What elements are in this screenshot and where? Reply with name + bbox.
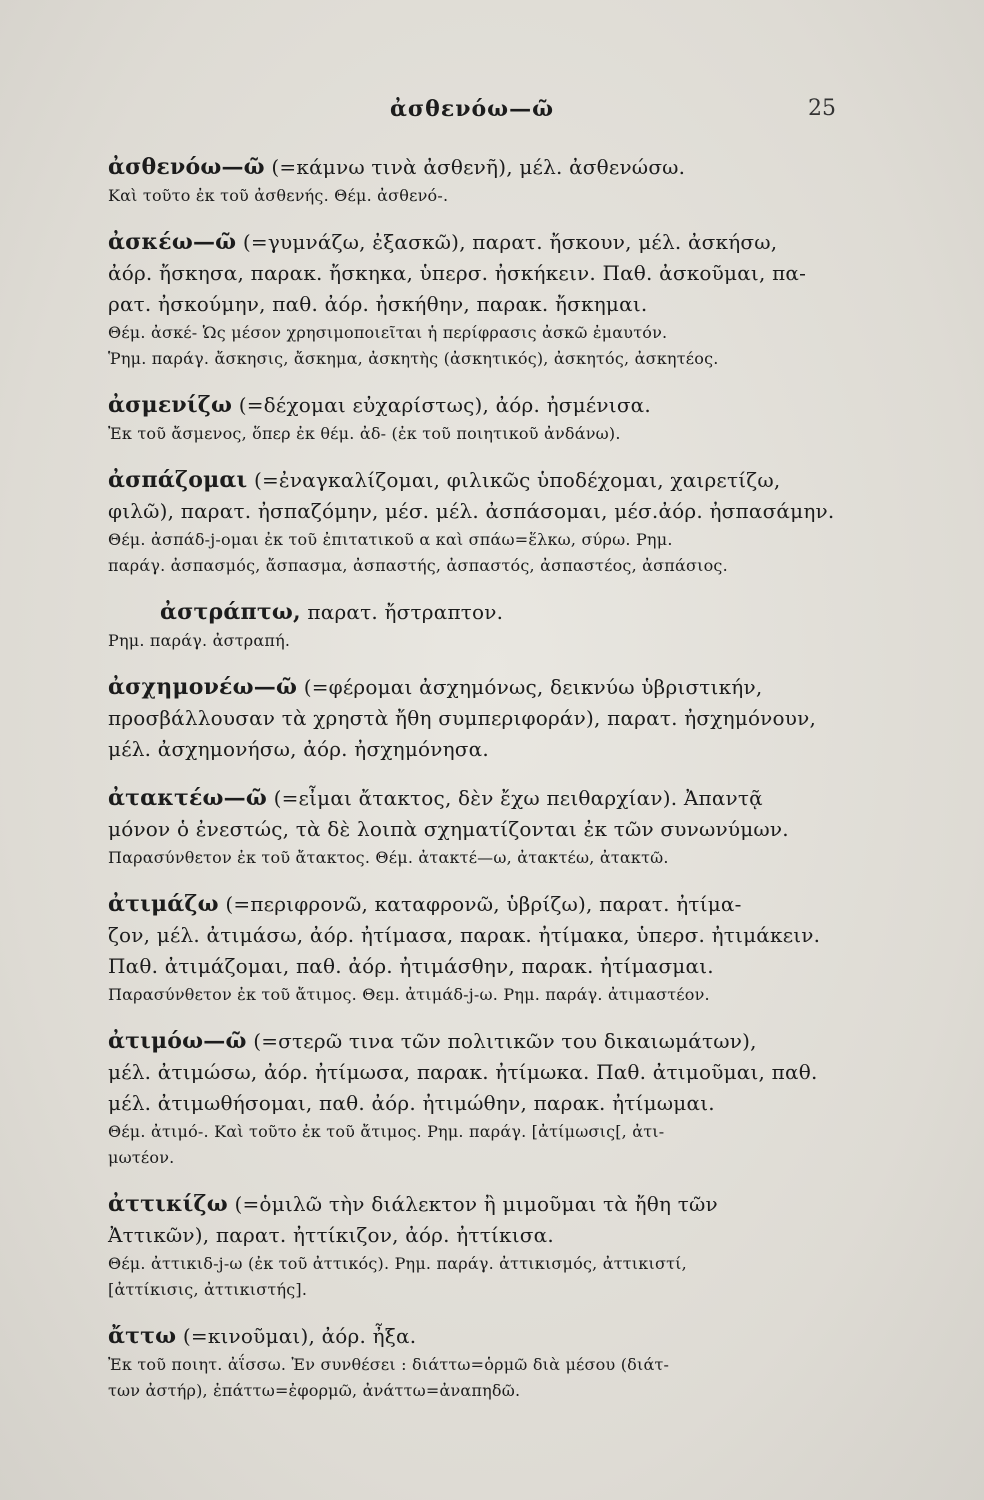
definition-line: ἀόρ. ἤσκησα, παρακ. ἤσκηκα, ὑπερσ. ἠσκήκειν. Παθ. ἀσκοῦμαι, πα-	[108, 261, 807, 285]
etymology-line: [ἀττίκισις, ἀττικιστής].	[108, 1280, 308, 1299]
definition-line: μέλ. ἀτιμώσω, ἀόρ. ἠτίμωσα, παρακ. ἠτίμωκα. Παθ. ἀτιμοῦμαι, παθ.	[108, 1060, 818, 1084]
definition-line: (=κάμνω τινὰ ἀσθενῆ), μέλ. ἀσθενώσω.	[271, 155, 686, 179]
definition-line: φιλῶ), παρατ. ἠσπαζόμην, μέσ. μέλ. ἀσπάσομαι, μέσ.ἀόρ. ἠσπασάμην.	[108, 499, 835, 523]
definition-line: (=περιφρονῶ, καταφρονῶ, ὑβρίζω), παρατ. ἠτίμα-	[225, 892, 742, 916]
etymology-line: Θέμ. ἀτιμό-. Καὶ τοῦτο ἐκ τοῦ ἄτιμος. Ρημ. παράγ. [ἀτίμωσις[, ἀτι-	[108, 1122, 665, 1141]
etymology-line: Θέμ. ἀττικιδ-j-ω (ἐκ τοῦ ἀττικός). Ρημ. παράγ. ἀττικισμός, ἀττικιστί,	[108, 1254, 687, 1273]
headword: ἀσμενίζω	[108, 392, 233, 418]
headword: ἀτιμάζω	[108, 891, 219, 917]
headword: ἀστράπτω,	[160, 599, 301, 625]
entry-aspazomai	[108, 465, 868, 579]
definition-line: Παθ. ἀτιμάζομαι, παθ. ἀόρ. ἠτιμάσθην, παρακ. ἠτίμασμαι.	[108, 954, 714, 978]
entry-atimoo	[108, 1026, 868, 1171]
page-header	[0, 96, 984, 136]
entry-aschemoneo	[108, 672, 868, 765]
etymology-line: Παρασύνθετον ἐκ τοῦ ἄτακτος. Θέμ. ἀτακτέ—ω, ἀτακτέω, ἀτακτῶ.	[108, 848, 669, 867]
definition-line: (=φέρομαι ἀσχημόνως, δεικνύω ὑβριστικήν,	[303, 675, 763, 699]
headword: ἀττικίζω	[108, 1191, 228, 1217]
definition-line: μόνον ὁ ἐνεστώς, τὰ δὲ λοιπὰ σχηματίζονται ἐκ τῶν συνωνύμων.	[108, 817, 789, 841]
definition-line: (=γυμνάζω, ἐξασκῶ), παρατ. ἤσκουν, μέλ. ἀσκήσω,	[242, 230, 778, 254]
entry-asthenoo	[108, 152, 868, 209]
etymology-line: Θέμ. ἀσπάδ-j-ομαι ἐκ τοῦ ἐπιτατικοῦ α καὶ σπάω=ἕλκω, σύρω. Ρημ.	[108, 530, 673, 549]
page-number: 25	[808, 96, 836, 121]
headword: ἀτιμόω—ῶ	[108, 1028, 247, 1054]
definition-line: μέλ. ἀτιμωθήσομαι, παθ. ἀόρ. ἠτιμώθην, παρακ. ἠτίμωμαι.	[108, 1091, 715, 1115]
etymology-line: των ἀστήρ), ἐπάττω=ἐφορμῶ, ἀνάττω=ἀναπηδῶ.	[108, 1381, 521, 1400]
definition-line: (=εἶμαι ἄτακτος, δὲν ἔχω πειθαρχίαν). Ἀπαντᾷ	[273, 786, 763, 810]
headword: ἀσπάζομαι	[108, 467, 248, 493]
headword: ἀτακτέω—ῶ	[108, 785, 268, 811]
etymology-line: παράγ. ἀσπασμός, ἄσπασμα, ἀσπαστής, ἀσπαστός, ἀσπαστέος, ἀσπάσιος.	[108, 556, 728, 575]
definition-line: (=ἐναγκαλίζομαι, φιλικῶς ὑποδέχομαι, χαιρετίζω,	[253, 468, 781, 492]
etymology-line: Παρασύνθετον ἐκ τοῦ ἄτιμος. Θεμ. ἀτιμάδ-j-ω. Ρημ. παράγ. ἀτιμαστέον.	[108, 985, 710, 1004]
etymology-line: Ρημ. παράγ. ἀστραπή.	[108, 631, 291, 650]
definition-line: ρατ. ἠσκούμην, παθ. ἀόρ. ἠσκήθην, παρακ. ἤσκημαι.	[108, 292, 648, 316]
headword: ἀσθενόω—ῶ	[108, 154, 265, 180]
definition-line: προσβάλλουσαν τὰ χρηστὰ ἤθη συμπεριφοράν), παρατ. ἠσχημόνουν,	[108, 706, 817, 730]
entry-atakteo	[108, 783, 868, 871]
entry-atimazo	[108, 889, 868, 1008]
etymology-line: Ἐκ τοῦ ποιητ. ἀΐσσω. Ἐν συνθέσει : διάττω=ὁρμῶ διὰ μέσου (διάτ-	[108, 1355, 670, 1374]
definition-line: ζον, μέλ. ἀτιμάσω, ἀόρ. ἠτίμασα, παρακ. ἠτίμακα, ὑπερσ. ἠτιμάκειν.	[108, 923, 821, 947]
headword: ἀσχημονέω—ῶ	[108, 674, 298, 700]
dictionary-entries	[108, 152, 868, 1422]
entry-askeo	[108, 227, 868, 372]
etymology-line: Ἐκ τοῦ ἄσμενος, ὅπερ ἐκ θέμ. ἀδ- (ἐκ τοῦ ποιητικοῦ ἀνδάνω).	[108, 424, 621, 443]
entry-astrapto	[108, 597, 868, 654]
entry-attikizo	[108, 1189, 868, 1303]
headword: ἀσκέω—ῶ	[108, 229, 237, 255]
etymology-line: Καὶ τοῦτο ἐκ τοῦ ἀσθενής. Θέμ. ἀσθενό-.	[108, 186, 449, 205]
definition-line: (=δέχομαι εὐχαρίστως), ἀόρ. ἠσμένισα.	[238, 393, 651, 417]
running-head: ἀσθενόω—ῶ	[390, 96, 555, 122]
etymology-line: Ῥημ. παράγ. ἄσκησις, ἄσκημα, ἀσκητὴς (ἀσκητικός), ἀσκητός, ἀσκητέος.	[108, 349, 719, 368]
definition-line: παρατ. ἤστραπτον.	[307, 600, 504, 624]
definition-line: (=στερῶ τινα τῶν πολιτικῶν του δικαιωμάτων),	[253, 1029, 757, 1053]
etymology-line: μωτέον.	[108, 1148, 175, 1167]
definition-line: (=ὁμιλῶ τὴν διάλεκτον ἢ μιμοῦμαι τὰ ἤθη τῶν	[234, 1192, 718, 1216]
headword: ἄττω	[108, 1323, 177, 1349]
entry-atto	[108, 1321, 868, 1404]
definition-line: (=κινοῦμαι), ἀόρ. ἦξα.	[182, 1324, 417, 1348]
entry-asmenizo	[108, 390, 868, 447]
etymology-line: Θέμ. ἀσκέ- Ὡς μέσον χρησιμοποιεῖται ἡ περίφρασις ἀσκῶ ἐμαυτόν.	[108, 323, 668, 342]
definition-line: Ἀττικῶν), παρατ. ἠττίκιζον, ἀόρ. ἠττίκισα.	[108, 1223, 554, 1247]
definition-line: μέλ. ἀσχημονήσω, ἀόρ. ἠσχημόνησα.	[108, 737, 489, 761]
